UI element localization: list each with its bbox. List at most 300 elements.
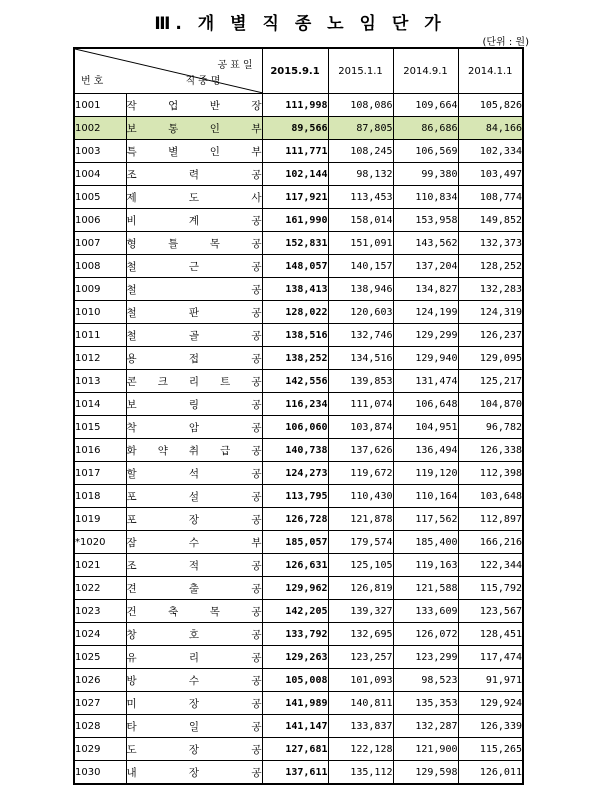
wage-value: 133,792 bbox=[262, 623, 328, 646]
job-name-char: 도 bbox=[126, 743, 137, 756]
job-name-char: 공 bbox=[251, 651, 262, 664]
job-name-char: 콘 bbox=[126, 375, 137, 388]
table-row bbox=[74, 462, 523, 485]
job-name-char: 근 bbox=[188, 260, 200, 273]
job-name bbox=[126, 439, 262, 462]
job-name-char: 유 bbox=[126, 651, 137, 664]
job-name bbox=[126, 462, 262, 485]
job-name bbox=[126, 761, 262, 785]
row-number: 1025 bbox=[74, 646, 126, 669]
wage-value: 152,831 bbox=[262, 232, 328, 255]
job-name-char: 형 bbox=[126, 237, 137, 250]
wage-value: 124,273 bbox=[262, 462, 328, 485]
job-name-char: 용 bbox=[126, 352, 137, 365]
table-row bbox=[74, 117, 523, 140]
wage-value: 149,852 bbox=[458, 209, 523, 232]
job-name-char: 수 bbox=[188, 674, 200, 687]
job-name-char: 포 bbox=[126, 513, 137, 526]
wage-value: 98,132 bbox=[328, 163, 393, 186]
wage-value: 111,074 bbox=[328, 393, 393, 416]
table-row bbox=[74, 416, 523, 439]
job-name-char: 견 bbox=[126, 582, 137, 595]
job-name-char: 반 bbox=[209, 99, 220, 112]
wage-value: 129,299 bbox=[393, 324, 458, 347]
row-number: 1018 bbox=[74, 485, 126, 508]
job-name bbox=[126, 738, 262, 761]
job-name bbox=[126, 255, 262, 278]
header-date-1: 2015.9.1 bbox=[262, 48, 328, 94]
job-name-char: 보 bbox=[126, 122, 137, 135]
wage-value: 113,453 bbox=[328, 186, 393, 209]
table-row bbox=[74, 278, 523, 301]
row-number: 1007 bbox=[74, 232, 126, 255]
job-name-char: 공 bbox=[251, 605, 262, 618]
job-name-char: 별 bbox=[168, 145, 179, 158]
wage-value: 96,782 bbox=[458, 416, 523, 439]
job-name-char: 공 bbox=[251, 168, 262, 181]
wage-value: 123,257 bbox=[328, 646, 393, 669]
table-row bbox=[74, 508, 523, 531]
job-name-char: 취 bbox=[188, 444, 200, 457]
job-name bbox=[126, 347, 262, 370]
job-name-char: 판 bbox=[188, 306, 200, 319]
job-name bbox=[126, 715, 262, 738]
wage-value: 132,373 bbox=[458, 232, 523, 255]
wage-value: 105,826 bbox=[458, 94, 523, 117]
wage-value: 113,795 bbox=[262, 485, 328, 508]
row-number: 1014 bbox=[74, 393, 126, 416]
table-row bbox=[74, 692, 523, 715]
wage-value: 161,990 bbox=[262, 209, 328, 232]
wage-value: 139,327 bbox=[328, 600, 393, 623]
row-number: 1028 bbox=[74, 715, 126, 738]
wage-value: 110,834 bbox=[393, 186, 458, 209]
wage-value: 138,413 bbox=[262, 278, 328, 301]
row-number: 1011 bbox=[74, 324, 126, 347]
job-name bbox=[126, 301, 262, 324]
wage-value: 142,556 bbox=[262, 370, 328, 393]
wage-value: 117,562 bbox=[393, 508, 458, 531]
job-name-char: 공 bbox=[251, 697, 262, 710]
wage-value: 132,283 bbox=[458, 278, 523, 301]
wage-value: 134,827 bbox=[393, 278, 458, 301]
wage-value: 117,474 bbox=[458, 646, 523, 669]
wage-value: 140,738 bbox=[262, 439, 328, 462]
wage-value: 142,205 bbox=[262, 600, 328, 623]
wage-value: 138,946 bbox=[328, 278, 393, 301]
wage-value: 106,060 bbox=[262, 416, 328, 439]
table-row bbox=[74, 485, 523, 508]
wage-value: 104,870 bbox=[458, 393, 523, 416]
wage-value: 141,989 bbox=[262, 692, 328, 715]
job-name bbox=[126, 669, 262, 692]
wage-value: 119,672 bbox=[328, 462, 393, 485]
row-number: 1003 bbox=[74, 140, 126, 163]
table-row bbox=[74, 439, 523, 462]
job-name-char: 목 bbox=[209, 605, 220, 618]
job-name bbox=[126, 577, 262, 600]
job-name-char: 부 bbox=[251, 536, 262, 549]
wage-value: 125,105 bbox=[328, 554, 393, 577]
wage-value: 126,631 bbox=[262, 554, 328, 577]
table-row bbox=[74, 623, 523, 646]
wage-value: 185,400 bbox=[393, 531, 458, 554]
job-name-char: 공 bbox=[251, 490, 262, 503]
wage-value: 126,819 bbox=[328, 577, 393, 600]
row-number: 1006 bbox=[74, 209, 126, 232]
job-name-char: 장 bbox=[188, 697, 200, 710]
table-row bbox=[74, 163, 523, 186]
wage-value: 120,603 bbox=[328, 301, 393, 324]
wage-value: 89,566 bbox=[262, 117, 328, 140]
wage-table bbox=[73, 47, 524, 785]
job-name-char: 공 bbox=[251, 444, 262, 457]
row-number: 1030 bbox=[74, 761, 126, 785]
wage-value: 126,011 bbox=[458, 761, 523, 785]
wage-value: 139,853 bbox=[328, 370, 393, 393]
job-name bbox=[126, 370, 262, 393]
row-number: 1009 bbox=[74, 278, 126, 301]
job-name bbox=[126, 94, 262, 117]
wage-value: 185,057 bbox=[262, 531, 328, 554]
wage-value: 126,339 bbox=[458, 715, 523, 738]
row-number: 1021 bbox=[74, 554, 126, 577]
header-date-2: 2015.1.1 bbox=[328, 48, 393, 94]
wage-value: 102,334 bbox=[458, 140, 523, 163]
job-name-char: 암 bbox=[188, 421, 200, 434]
wage-value: 110,164 bbox=[393, 485, 458, 508]
header-number-label: 번호 bbox=[81, 76, 107, 87]
wage-value: 129,095 bbox=[458, 347, 523, 370]
job-name bbox=[126, 416, 262, 439]
row-number: 1026 bbox=[74, 669, 126, 692]
table-row bbox=[74, 255, 523, 278]
wage-value: 135,353 bbox=[393, 692, 458, 715]
job-name-char: 공 bbox=[251, 628, 262, 641]
job-name-char: 인 bbox=[209, 145, 220, 158]
table-row bbox=[74, 669, 523, 692]
job-name-char: 공 bbox=[251, 260, 262, 273]
wage-value: 126,072 bbox=[393, 623, 458, 646]
wage-value: 106,648 bbox=[393, 393, 458, 416]
wage-value: 99,380 bbox=[393, 163, 458, 186]
wage-value: 110,430 bbox=[328, 485, 393, 508]
wage-value: 87,805 bbox=[328, 117, 393, 140]
wage-value: 129,962 bbox=[262, 577, 328, 600]
row-number: 1016 bbox=[74, 439, 126, 462]
job-name bbox=[126, 140, 262, 163]
job-name-char: 공 bbox=[251, 352, 262, 365]
job-name-char: 방 bbox=[126, 674, 137, 687]
wage-value: 141,147 bbox=[262, 715, 328, 738]
wage-value: 138,252 bbox=[262, 347, 328, 370]
job-name-char: 타 bbox=[126, 720, 137, 733]
job-name-char: 공 bbox=[251, 398, 262, 411]
job-name-char: 리 bbox=[188, 651, 200, 664]
table-row bbox=[74, 600, 523, 623]
job-name bbox=[126, 508, 262, 531]
table-row bbox=[74, 94, 523, 117]
job-name bbox=[126, 163, 262, 186]
wage-value: 98,523 bbox=[393, 669, 458, 692]
job-name-char: 철 bbox=[126, 283, 137, 296]
job-name-char: 조 bbox=[126, 168, 137, 181]
table-row bbox=[74, 324, 523, 347]
row-number: 1022 bbox=[74, 577, 126, 600]
wage-value: 129,263 bbox=[262, 646, 328, 669]
wage-value: 115,265 bbox=[458, 738, 523, 761]
job-name-char: 계 bbox=[188, 214, 200, 227]
job-name-char: 약 bbox=[157, 444, 168, 457]
wage-value: 126,237 bbox=[458, 324, 523, 347]
wage-value: 122,344 bbox=[458, 554, 523, 577]
job-name-char: 공 bbox=[251, 375, 262, 388]
row-number: 1029 bbox=[74, 738, 126, 761]
wage-value: 128,252 bbox=[458, 255, 523, 278]
job-name bbox=[126, 485, 262, 508]
table-row bbox=[74, 370, 523, 393]
wage-value: 151,091 bbox=[328, 232, 393, 255]
wage-value: 126,338 bbox=[458, 439, 523, 462]
job-name-char: 철 bbox=[126, 260, 137, 273]
wage-value: 121,900 bbox=[393, 738, 458, 761]
header-job-label: 직종명 bbox=[185, 76, 224, 87]
job-name-char: 화 bbox=[126, 444, 137, 457]
table-row bbox=[74, 140, 523, 163]
header-date-4: 2014.1.1 bbox=[458, 48, 523, 94]
wage-value: 108,086 bbox=[328, 94, 393, 117]
job-name-char: 급 bbox=[220, 444, 231, 457]
job-name bbox=[126, 186, 262, 209]
job-name-char: 틀 bbox=[168, 237, 179, 250]
wage-value: 153,958 bbox=[393, 209, 458, 232]
wage-value: 143,562 bbox=[393, 232, 458, 255]
job-name bbox=[126, 209, 262, 232]
wage-value: 106,569 bbox=[393, 140, 458, 163]
job-name-char: 트 bbox=[220, 375, 231, 388]
job-name-char: 작 bbox=[126, 99, 137, 112]
wage-value: 126,728 bbox=[262, 508, 328, 531]
job-name-char: 미 bbox=[126, 697, 137, 710]
wage-value: 109,664 bbox=[393, 94, 458, 117]
table-row bbox=[74, 186, 523, 209]
job-name-char: 공 bbox=[251, 421, 262, 434]
table-header-row bbox=[74, 48, 523, 94]
wage-value: 128,451 bbox=[458, 623, 523, 646]
job-name-char: 공 bbox=[251, 467, 262, 480]
job-name-char: 공 bbox=[251, 720, 262, 733]
wage-value: 140,157 bbox=[328, 255, 393, 278]
job-name-char: 호 bbox=[188, 628, 200, 641]
job-name-char: 특 bbox=[126, 145, 137, 158]
job-name-char: 일 bbox=[188, 720, 200, 733]
job-name-char: 수 bbox=[188, 536, 200, 549]
row-number: 1017 bbox=[74, 462, 126, 485]
wage-value: 133,837 bbox=[328, 715, 393, 738]
job-name-char: 장 bbox=[188, 766, 200, 779]
wage-value: 137,611 bbox=[262, 761, 328, 785]
row-number: *1020 bbox=[74, 531, 126, 554]
job-name-char: 부 bbox=[251, 122, 262, 135]
wage-value: 124,319 bbox=[458, 301, 523, 324]
table-row bbox=[74, 554, 523, 577]
wage-value: 108,245 bbox=[328, 140, 393, 163]
job-name-char: 포 bbox=[126, 490, 137, 503]
job-name-char: 장 bbox=[251, 99, 262, 112]
table-row bbox=[74, 738, 523, 761]
row-number: 1019 bbox=[74, 508, 126, 531]
job-name-char: 건 bbox=[126, 605, 137, 618]
job-name-char: 적 bbox=[188, 559, 200, 572]
job-name-char: 력 bbox=[188, 168, 200, 181]
job-name-char: 공 bbox=[251, 582, 262, 595]
wage-value: 132,287 bbox=[393, 715, 458, 738]
job-name-char: 내 bbox=[126, 766, 137, 779]
wage-value: 103,874 bbox=[328, 416, 393, 439]
job-name-char: 골 bbox=[188, 329, 200, 342]
wage-value: 132,695 bbox=[328, 623, 393, 646]
job-name-char: 공 bbox=[251, 329, 262, 342]
wage-value: 122,128 bbox=[328, 738, 393, 761]
job-name-char: 공 bbox=[251, 743, 262, 756]
wage-value: 119,120 bbox=[393, 462, 458, 485]
wage-value: 123,567 bbox=[458, 600, 523, 623]
job-name-char: 잠 bbox=[126, 536, 137, 549]
table-row bbox=[74, 232, 523, 255]
job-name-char: 공 bbox=[251, 674, 262, 687]
row-number: 1002 bbox=[74, 117, 126, 140]
job-name bbox=[126, 393, 262, 416]
job-name bbox=[126, 600, 262, 623]
wage-value: 111,998 bbox=[262, 94, 328, 117]
wage-value: 129,598 bbox=[393, 761, 458, 785]
unit-label: (단위 : 원) bbox=[482, 37, 529, 48]
job-name-char: 도 bbox=[188, 191, 200, 204]
job-name-char: 공 bbox=[251, 513, 262, 526]
job-name bbox=[126, 232, 262, 255]
wage-value: 179,574 bbox=[328, 531, 393, 554]
job-name bbox=[126, 646, 262, 669]
job-name bbox=[126, 117, 262, 140]
wage-value: 124,199 bbox=[393, 301, 458, 324]
wage-value: 148,057 bbox=[262, 255, 328, 278]
table-row bbox=[74, 761, 523, 785]
job-name-char: 통 bbox=[168, 122, 179, 135]
row-number: 1004 bbox=[74, 163, 126, 186]
wage-value: 112,897 bbox=[458, 508, 523, 531]
table-row bbox=[74, 531, 523, 554]
job-name-char: 공 bbox=[251, 559, 262, 572]
job-name-char: 공 bbox=[251, 306, 262, 319]
wage-value: 103,648 bbox=[458, 485, 523, 508]
wage-value: 123,299 bbox=[393, 646, 458, 669]
wage-value: 134,516 bbox=[328, 347, 393, 370]
wage-value: 138,516 bbox=[262, 324, 328, 347]
wage-value: 128,022 bbox=[262, 301, 328, 324]
wage-value: 103,497 bbox=[458, 163, 523, 186]
job-name-char: 크 bbox=[157, 375, 168, 388]
job-name-char: 장 bbox=[188, 743, 200, 756]
row-number: 1010 bbox=[74, 301, 126, 324]
wage-value: 131,474 bbox=[393, 370, 458, 393]
job-name-char: 할 bbox=[126, 467, 137, 480]
job-name bbox=[126, 531, 262, 554]
job-name-char: 인 bbox=[209, 122, 220, 135]
wage-value: 129,924 bbox=[458, 692, 523, 715]
wage-value: 116,234 bbox=[262, 393, 328, 416]
row-number: 1024 bbox=[74, 623, 126, 646]
wage-value: 135,112 bbox=[328, 761, 393, 785]
job-name-char: 부 bbox=[251, 145, 262, 158]
job-name bbox=[126, 278, 262, 301]
header-corner-cell bbox=[74, 48, 262, 94]
job-name-char: 축 bbox=[168, 605, 179, 618]
row-number: 1013 bbox=[74, 370, 126, 393]
wage-value: 111,771 bbox=[262, 140, 328, 163]
job-name-char: 공 bbox=[251, 237, 262, 250]
wage-value: 158,014 bbox=[328, 209, 393, 232]
page-title: Ⅲ. 개 별 직 종 노 임 단 가 bbox=[154, 14, 446, 34]
job-name bbox=[126, 324, 262, 347]
wage-value: 84,166 bbox=[458, 117, 523, 140]
wage-value: 133,609 bbox=[393, 600, 458, 623]
wage-value: 136,494 bbox=[393, 439, 458, 462]
table-row bbox=[74, 646, 523, 669]
table-row bbox=[74, 209, 523, 232]
header-publish-date-label: 공표일 bbox=[217, 60, 256, 71]
row-number: 1008 bbox=[74, 255, 126, 278]
job-name-char: 리 bbox=[188, 375, 200, 388]
wage-value: 104,951 bbox=[393, 416, 458, 439]
table-row bbox=[74, 393, 523, 416]
row-number: 1001 bbox=[74, 94, 126, 117]
wage-value: 127,681 bbox=[262, 738, 328, 761]
wage-value: 101,093 bbox=[328, 669, 393, 692]
wage-value: 102,144 bbox=[262, 163, 328, 186]
wage-value: 105,008 bbox=[262, 669, 328, 692]
job-name-char: 업 bbox=[168, 99, 179, 112]
job-name-char: 창 bbox=[126, 628, 137, 641]
wage-value: 115,792 bbox=[458, 577, 523, 600]
job-name-char: 사 bbox=[251, 191, 262, 204]
table-row bbox=[74, 347, 523, 370]
row-number: 1015 bbox=[74, 416, 126, 439]
wage-value: 129,940 bbox=[393, 347, 458, 370]
row-number: 1005 bbox=[74, 186, 126, 209]
header-date-3: 2014.9.1 bbox=[393, 48, 458, 94]
job-name bbox=[126, 623, 262, 646]
wage-value: 112,398 bbox=[458, 462, 523, 485]
wage-value: 121,878 bbox=[328, 508, 393, 531]
wage-value: 108,774 bbox=[458, 186, 523, 209]
wage-value: 125,217 bbox=[458, 370, 523, 393]
job-name-char: 조 bbox=[126, 559, 137, 572]
wage-value: 91,971 bbox=[458, 669, 523, 692]
row-number: 1023 bbox=[74, 600, 126, 623]
table-row bbox=[74, 577, 523, 600]
job-name-char: 철 bbox=[126, 306, 137, 319]
job-name bbox=[126, 692, 262, 715]
job-name-char: 공 bbox=[251, 214, 262, 227]
job-name-char: 철 bbox=[126, 329, 137, 342]
row-number: 1012 bbox=[74, 347, 126, 370]
job-name-char: 보 bbox=[126, 398, 137, 411]
wage-value: 132,746 bbox=[328, 324, 393, 347]
job-name-char: 링 bbox=[188, 398, 200, 411]
job-name-char: 설 bbox=[188, 490, 200, 503]
wage-value: 117,921 bbox=[262, 186, 328, 209]
job-name-char: 목 bbox=[209, 237, 220, 250]
